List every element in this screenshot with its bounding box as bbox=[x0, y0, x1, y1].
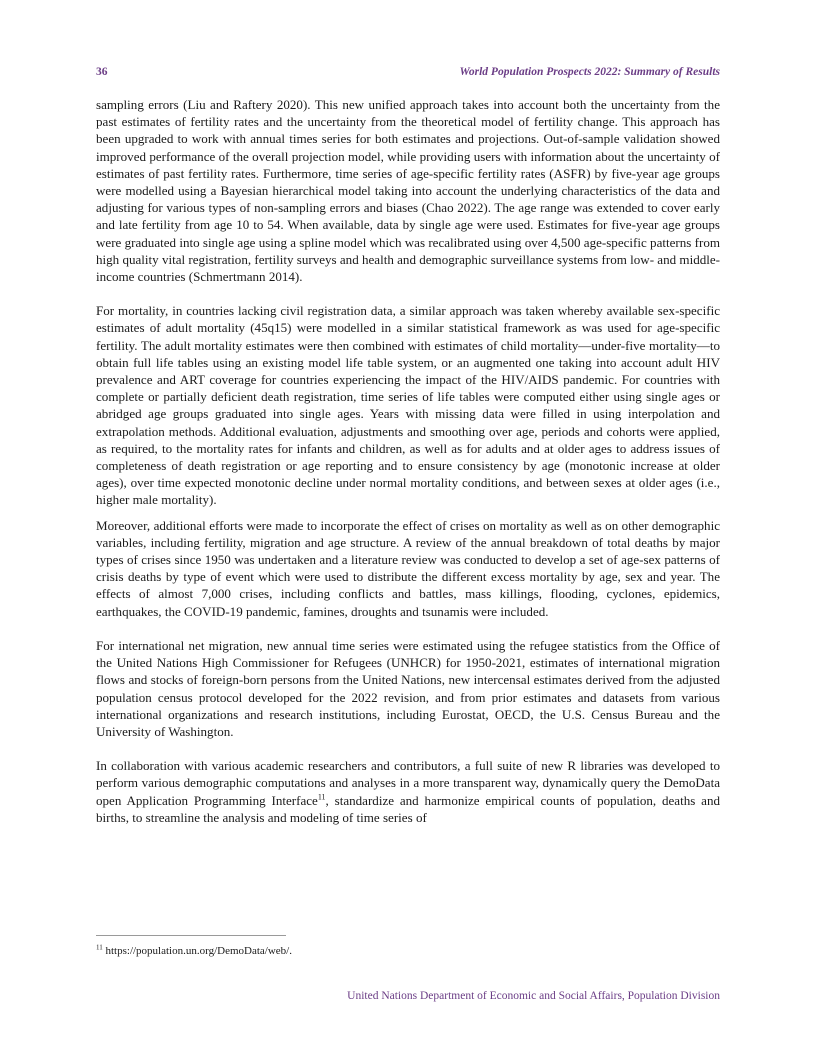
footnote bbox=[96, 944, 720, 958]
paragraph-migration: For international net migration, new annual time series were estimated using the refugee statistics from the Office of the United Nations High Commissioner for Refugees (UNHCR) for 1950-2021, estimates of international migration flows and stocks of foreign-born persons from the United Nations, new intercensal estimates derived from the adjusted population census protocol developed for the 2022 revision, and from prior estimates and datasets from various international organizations and research institutions, including Eurostat, OECD, the U.S. Census Bureau and the University of Washington. bbox=[96, 637, 720, 739]
paragraph-crises: Moreover, additional efforts were made to incorporate the effect of crises on mortality as well as on other demographic variables, including fertility, migration and age structure. A review of the annual breakdown of total deaths by major types of crises since 1950 was undertaken and a literature review was conducted to develop a set of age-sex patterns of crisis deaths by type of event which were used to distribute the different excess mortality by age, sex and year. The effects of almost 7,000 crises, including conflicts and battles, mass killings, flooding, cyclones, epidemics, earthquakes, the COVID-19 pandemic, famines, droughts and tsunamis were included. bbox=[96, 517, 720, 619]
footnote-link[interactable]: https://population.un.org/DemoData/web/. bbox=[105, 945, 292, 957]
paragraph-r-libraries-text-end: , standardize and harmonize empirical counts of population, deaths and births, to streamline the analysis and modeling of time series of bbox=[96, 792, 720, 825]
paragraph-fertility: sampling errors (Liu and Raftery 2020). This new unified approach takes into account both the uncertainty from the past estimates of fertility rates and the uncertainty from the theoretical model of fertility change. This approach has been upgraded to work with annual times series for both estimates and projections. Out-of-sample validation showed improved performance of the overall projection model, while providing users with information about the uncertainty of estimates of past fertility rates. Furthermore, time series of age-specific fertility rates (ASFR) by five-year age groups were modelled using a Bayesian hierarchical model taking into account the underlying characteristics of the data and adjusting for various types of non-sampling errors and biases (Chao 2022). The age range was extended to cover early and late fertility from age 10 to 54. When available, data by single age were used. Estimates for five-year age groups were graduated into single age using a spline model which was recalibrated using over 4,500 age-specific patterns from high quality vital registration, fertility surveys and health and demographic surveillance systems from low- and middle-income countries (Schmertmann 2014). bbox=[96, 97, 720, 285]
paragraph-r-libraries bbox=[96, 757, 720, 826]
paragraph-mortality: For mortality, in countries lacking civil registration data, a similar approach was taken whereby available sex-specific estimates of adult mortality (45q15) were modelled in a similar statistical framework as was used for age-specific fertility. The adult mortality estimates were then combined with estimates of child mortality—under-five mortality—to obtain full life tables using an existing model life table system, or an augmented one taking into account adult HIV prevalence and ART coverage for countries experiencing the impact of the HIV/AIDS pandemic. For countries with complete or partially deficient death registration, time series of life tables were computed either using single ages or abridged age groups graduated into single ages. Years with missing data were filled in using interpolation and extrapolation methods. Additional evaluation, adjustments and smoothing over age, periods and cohorts were applied, as required, to the mortality rates for infants and children, as well as for adults and at older ages to address issues of completeness of death registration or age reporting and to ensure consistency by age (monotonic increase at older ages), over time expected monotonic decline under normal mortality conditions, and between sexes at older ages (i.e., higher male mortality). bbox=[96, 303, 720, 508]
page-footer: United Nations Department of Economic and Social Affairs, Population Division bbox=[347, 990, 720, 1002]
page-header bbox=[96, 66, 720, 82]
body-text bbox=[96, 96, 720, 826]
paragraph-r-libraries-text-start: In collaboration with various academic researchers and contributors, a full suite of new R libraries was developed to perform various demographic computations and analyses in a more transparent way, dynamically query the DemoData open Application Programming Interface bbox=[96, 758, 720, 808]
footnote-reference[interactable]: 11 bbox=[317, 792, 326, 802]
footnote-marker: 11 bbox=[96, 943, 103, 952]
page-number: 36 bbox=[96, 66, 108, 78]
running-title: World Population Prospects 2022: Summary of Results bbox=[459, 66, 720, 78]
footnote-divider bbox=[96, 935, 286, 936]
